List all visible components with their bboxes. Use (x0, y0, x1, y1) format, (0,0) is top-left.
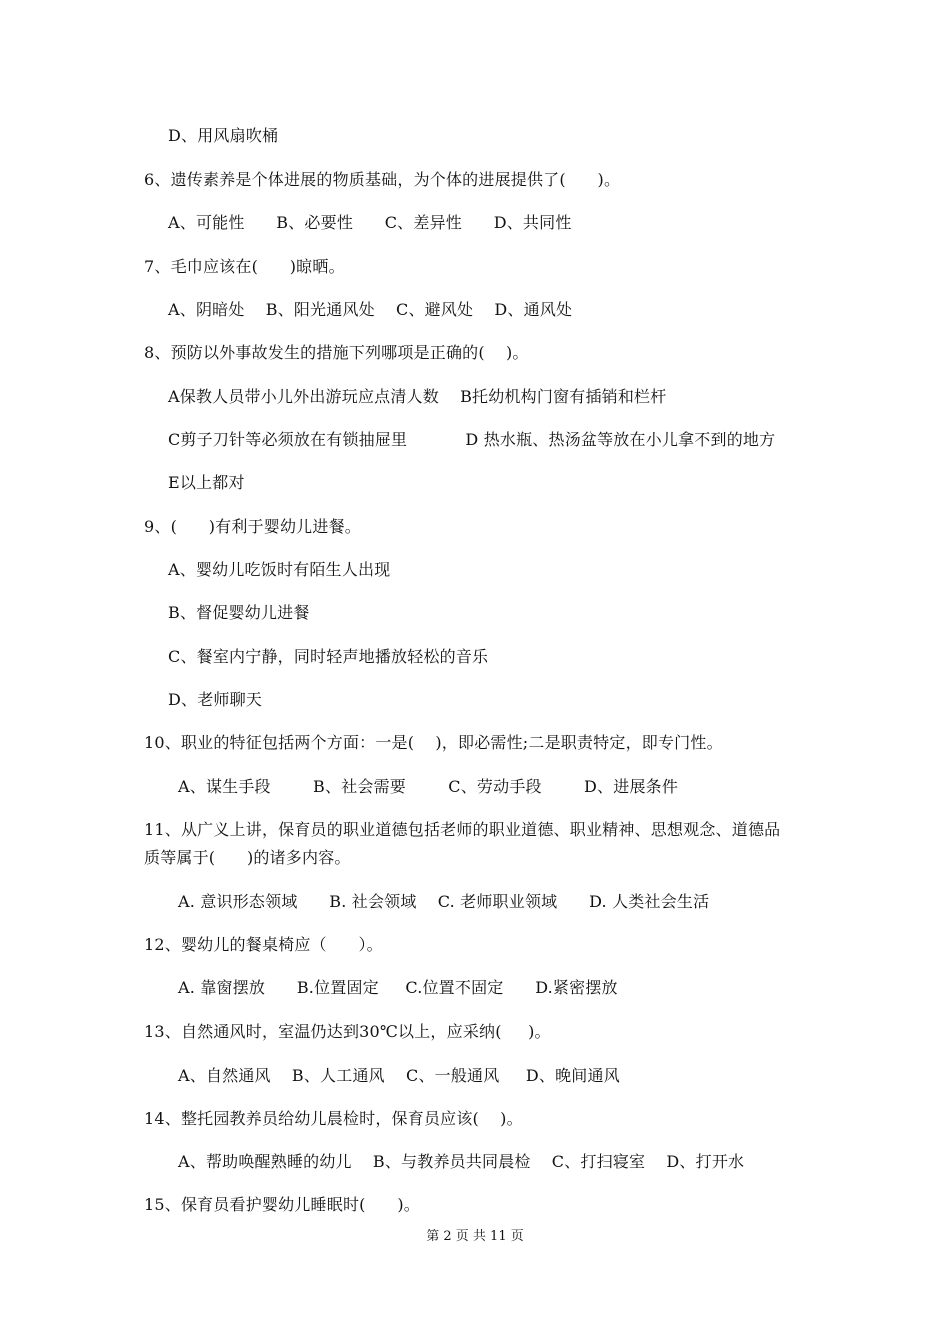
option-9b: B、督促婴幼儿进餐 (168, 603, 310, 622)
option-9c: C、餐室内宁静，同时轻声地播放轻松的音乐 (168, 647, 489, 666)
question-7: 7、毛巾应该在( )晾晒。 (144, 257, 345, 276)
question-13: 13、自然通风时，室温仍达到30℃以上，应采纳( )。 (144, 1022, 551, 1041)
question-12: 12、婴幼儿的餐桌椅应（ ）。 (144, 935, 383, 954)
question-11-line1: 11、从广义上讲，保育员的职业道德包括老师的职业道德、职业精神、思想观念、道德品 (144, 820, 781, 839)
option-8e: E以上都对 (168, 473, 245, 492)
options-6: A、可能性 B、必要性 C、差异性 D、共同性 (168, 213, 572, 232)
option-9a: A、婴幼儿吃饭时有陌生人出现 (168, 560, 391, 579)
options-14: A、帮助唤醒熟睡的幼儿 B、与教养员共同晨检 C、打扫寝室 D、打开水 (178, 1152, 745, 1171)
page-footer: 第 2 页 共 11 页 (426, 1229, 524, 1244)
options-10: A、谋生手段 B、社会需要 C、劳动手段 D、进展条件 (178, 777, 679, 796)
options-12: A. 靠窗摆放 B.位置固定 C.位置不固定 D.紧密摆放 (178, 978, 618, 997)
question-15: 15、保育员看护婴幼儿睡眠时( )。 (144, 1195, 420, 1214)
option-5d: D、用风扇吹桶 (168, 126, 279, 145)
options-7: A、阴暗处 B、阳光通风处 C、避风处 D、通风处 (168, 300, 573, 319)
options-11: A. 意识形态领域 B. 社会领域 C. 老师职业领域 D. 人类社会生活 (178, 892, 710, 911)
options-8-ab: A保教人员带小儿外出游玩应点清人数 B托幼机构门窗有插销和栏杆 (168, 387, 667, 406)
question-6: 6、遗传素养是个体进展的物质基础，为个体的进展提供了( )。 (144, 170, 621, 189)
question-8: 8、预防以外事故发生的措施下列哪项是正确的( )。 (144, 343, 529, 362)
question-11-line2: 质等属于( )的诸多内容。 (144, 848, 351, 867)
question-10: 10、职业的特征包括两个方面：一是( )，即必需性;二是职责特定，即专门性。 (144, 733, 723, 752)
question-9: 9、( )有利于婴幼儿进餐。 (144, 517, 361, 536)
option-9d: D、老师聊天 (168, 690, 263, 709)
options-8-cd: C剪子刀针等必须放在有锁抽屉里 D 热水瓶、热汤盆等放在小儿拿不到的地方 (168, 430, 776, 449)
question-14: 14、整托园教养员给幼儿晨检时，保育员应该( )。 (144, 1109, 523, 1128)
options-13: A、自然通风 B、人工通风 C、一般通风 D、晚间通风 (178, 1066, 620, 1085)
